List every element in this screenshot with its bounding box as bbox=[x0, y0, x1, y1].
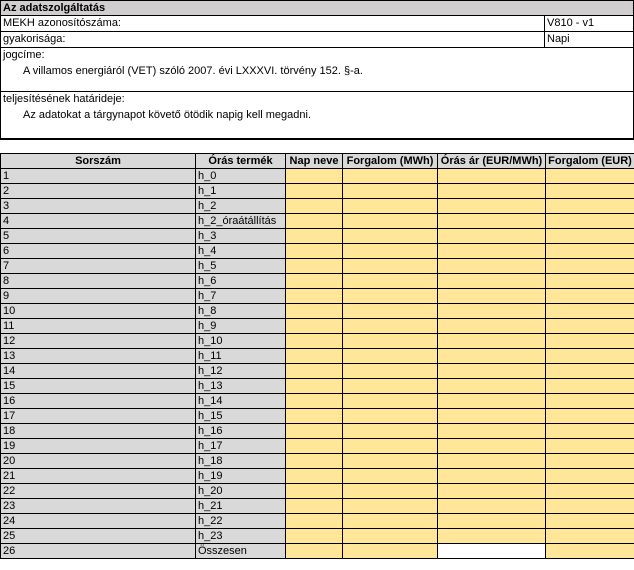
row-number-cell: 3 bbox=[1, 199, 196, 214]
volume-eur-input-cell[interactable] bbox=[546, 469, 634, 484]
volume-eur-input-cell[interactable] bbox=[546, 289, 634, 304]
hourly-product-cell: h_6 bbox=[196, 274, 286, 289]
volume-mwh-input-cell[interactable] bbox=[343, 364, 438, 379]
table-row bbox=[1, 454, 634, 469]
table-row bbox=[1, 184, 634, 199]
row-number-cell: 12 bbox=[1, 334, 196, 349]
volume-eur-input-cell[interactable] bbox=[546, 244, 634, 259]
hourly-price-input-cell[interactable] bbox=[438, 259, 546, 274]
hourly-price-input-cell[interactable] bbox=[438, 244, 546, 259]
day-name-input-cell[interactable] bbox=[286, 439, 343, 454]
volume-mwh-input-cell[interactable] bbox=[343, 394, 438, 409]
volume-eur-input-cell[interactable] bbox=[546, 499, 634, 514]
row-number-cell: 8 bbox=[1, 274, 196, 289]
hourly-product-cell: h_2 bbox=[196, 199, 286, 214]
hourly-product-cell: h_16 bbox=[196, 424, 286, 439]
volume-eur-input-cell[interactable] bbox=[546, 544, 634, 559]
table-row bbox=[1, 409, 634, 424]
hourly-price-input-cell[interactable] bbox=[438, 439, 546, 454]
volume-mwh-input-cell[interactable] bbox=[343, 169, 438, 184]
row-number-cell: 1 bbox=[1, 169, 196, 184]
hourly-price-input-cell[interactable] bbox=[438, 514, 546, 529]
table-row bbox=[1, 229, 634, 244]
info-row-hatarido bbox=[1, 92, 633, 138]
row-number-cell: 18 bbox=[1, 424, 196, 439]
row-number-cell: 2 bbox=[1, 184, 196, 199]
col-header-nap-neve: Nap neve bbox=[286, 154, 343, 169]
hatarido-label: teljesítésének határideje: bbox=[3, 93, 125, 105]
jogcime-label: jogcíme: bbox=[3, 49, 45, 61]
volume-mwh-input-cell[interactable] bbox=[343, 244, 438, 259]
row-number-cell: 23 bbox=[1, 499, 196, 514]
volume-mwh-input-cell[interactable] bbox=[343, 349, 438, 364]
day-name-input-cell[interactable] bbox=[286, 514, 343, 529]
info-value[interactable]: Napi bbox=[547, 33, 570, 45]
table-row bbox=[1, 484, 634, 499]
hourly-product-cell: h_19 bbox=[196, 469, 286, 484]
volume-mwh-input-cell[interactable] bbox=[343, 289, 438, 304]
info-value[interactable]: V810 - v1 bbox=[547, 17, 595, 29]
volume-mwh-input-cell[interactable] bbox=[343, 184, 438, 199]
volume-eur-input-cell[interactable] bbox=[546, 349, 634, 364]
table-row bbox=[1, 199, 634, 214]
day-name-input-cell[interactable] bbox=[286, 409, 343, 424]
hatarido-text: Az adatokat a tárgynapot követő ötödik napig kell megadni. bbox=[23, 109, 312, 121]
info-section bbox=[0, 0, 634, 140]
col-header-forgalom-mwh: Forgalom (MWh) bbox=[343, 154, 438, 169]
day-name-input-cell[interactable] bbox=[286, 199, 343, 214]
hourly-product-cell: h_0 bbox=[196, 169, 286, 184]
day-name-input-cell[interactable] bbox=[286, 274, 343, 289]
hourly-product-cell: h_14 bbox=[196, 394, 286, 409]
volume-mwh-input-cell[interactable] bbox=[343, 484, 438, 499]
table-row bbox=[1, 259, 634, 274]
day-name-input-cell[interactable] bbox=[286, 484, 343, 499]
volume-mwh-input-cell[interactable] bbox=[343, 334, 438, 349]
volume-eur-input-cell[interactable] bbox=[546, 364, 634, 379]
volume-mwh-input-cell[interactable] bbox=[343, 214, 438, 229]
info-label: MEKH azonosítószáma: bbox=[1, 16, 545, 31]
row-number-cell: 24 bbox=[1, 514, 196, 529]
table-row bbox=[1, 214, 634, 229]
hourly-price-input-cell[interactable] bbox=[438, 409, 546, 424]
volume-mwh-input-cell[interactable] bbox=[343, 514, 438, 529]
volume-mwh-input-cell[interactable] bbox=[343, 199, 438, 214]
day-name-input-cell[interactable] bbox=[286, 319, 343, 334]
col-header-forgalom-eur: Forgalom (EUR) bbox=[546, 154, 634, 169]
table-row bbox=[1, 424, 634, 439]
day-name-input-cell[interactable] bbox=[286, 244, 343, 259]
row-number-cell: 21 bbox=[1, 469, 196, 484]
row-number-cell: 10 bbox=[1, 304, 196, 319]
hourly-price-input-cell[interactable] bbox=[438, 289, 546, 304]
volume-eur-input-cell[interactable] bbox=[546, 319, 634, 334]
hourly-price-input-cell[interactable] bbox=[438, 469, 546, 484]
table-row bbox=[1, 364, 634, 379]
hourly-product-cell: h_5 bbox=[196, 259, 286, 274]
table-row bbox=[1, 379, 634, 394]
table-row bbox=[1, 439, 634, 454]
volume-eur-input-cell[interactable] bbox=[546, 214, 634, 229]
info-row-gyakorisag bbox=[1, 32, 633, 48]
day-name-input-cell[interactable] bbox=[286, 184, 343, 199]
volume-mwh-input-cell[interactable] bbox=[343, 439, 438, 454]
day-name-input-cell[interactable] bbox=[286, 469, 343, 484]
hourly-price-input-cell bbox=[438, 544, 546, 559]
volume-eur-input-cell[interactable] bbox=[546, 424, 634, 439]
volume-mwh-input-cell[interactable] bbox=[343, 469, 438, 484]
volume-mwh-input-cell[interactable] bbox=[343, 274, 438, 289]
volume-eur-input-cell[interactable] bbox=[546, 409, 634, 424]
volume-mwh-input-cell[interactable] bbox=[343, 544, 438, 559]
hourly-price-input-cell[interactable] bbox=[438, 304, 546, 319]
volume-eur-input-cell[interactable] bbox=[546, 184, 634, 199]
row-number-cell: 22 bbox=[1, 484, 196, 499]
hourly-price-input-cell[interactable] bbox=[438, 319, 546, 334]
hourly-price-input-cell[interactable] bbox=[438, 214, 546, 229]
table-header-row bbox=[1, 154, 634, 169]
table-row bbox=[1, 274, 634, 289]
hourly-price-input-cell[interactable] bbox=[438, 274, 546, 289]
volume-eur-input-cell[interactable] bbox=[546, 229, 634, 244]
col-header-oras-ar: Órás ár (EUR/MWh) bbox=[438, 154, 546, 169]
volume-eur-input-cell[interactable] bbox=[546, 379, 634, 394]
volume-eur-input-cell[interactable] bbox=[546, 484, 634, 499]
col-header-sorszam: Sorszám bbox=[1, 154, 196, 169]
hourly-product-cell: h_4 bbox=[196, 244, 286, 259]
volume-eur-input-cell[interactable] bbox=[546, 304, 634, 319]
volume-eur-input-cell[interactable] bbox=[546, 514, 634, 529]
row-number-cell: 19 bbox=[1, 439, 196, 454]
jogcime-text: A villamos energiáról (VET) szóló 2007. évi LXXXVI. törvény 152. §-a. bbox=[23, 65, 363, 77]
day-name-input-cell[interactable] bbox=[286, 454, 343, 469]
hourly-price-input-cell[interactable] bbox=[438, 349, 546, 364]
hourly-product-cell: h_18 bbox=[196, 454, 286, 469]
hourly-product-cell: h_9 bbox=[196, 319, 286, 334]
row-number-cell: 14 bbox=[1, 364, 196, 379]
volume-mwh-input-cell[interactable] bbox=[343, 229, 438, 244]
table-row bbox=[1, 514, 634, 529]
day-name-input-cell[interactable] bbox=[286, 229, 343, 244]
volume-mwh-input-cell[interactable] bbox=[343, 424, 438, 439]
row-number-cell: 11 bbox=[1, 319, 196, 334]
hourly-price-input-cell[interactable] bbox=[438, 424, 546, 439]
hourly-price-input-cell[interactable] bbox=[438, 229, 546, 244]
row-number-cell: 13 bbox=[1, 349, 196, 364]
volume-eur-input-cell[interactable] bbox=[546, 394, 634, 409]
row-number-cell: 7 bbox=[1, 259, 196, 274]
hourly-product-cell: h_17 bbox=[196, 439, 286, 454]
hourly-product-cell: h_20 bbox=[196, 484, 286, 499]
day-name-input-cell[interactable] bbox=[286, 544, 343, 559]
info-row-jogcime bbox=[1, 48, 633, 92]
table-body bbox=[1, 169, 634, 559]
volume-eur-input-cell[interactable] bbox=[546, 199, 634, 214]
day-name-input-cell[interactable] bbox=[286, 334, 343, 349]
table-row bbox=[1, 289, 634, 304]
info-row-azonosito bbox=[1, 16, 633, 32]
row-number-cell: 6 bbox=[1, 244, 196, 259]
hourly-product-cell: h_3 bbox=[196, 229, 286, 244]
day-name-input-cell[interactable] bbox=[286, 364, 343, 379]
hourly-product-cell: h_8 bbox=[196, 304, 286, 319]
hourly-price-input-cell[interactable] bbox=[438, 499, 546, 514]
day-name-input-cell[interactable] bbox=[286, 289, 343, 304]
volume-mwh-input-cell[interactable] bbox=[343, 259, 438, 274]
hourly-product-cell: h_2_óraátállítás bbox=[196, 214, 286, 229]
volume-mwh-input-cell[interactable] bbox=[343, 454, 438, 469]
hourly-price-input-cell[interactable] bbox=[438, 184, 546, 199]
day-name-input-cell[interactable] bbox=[286, 259, 343, 274]
table-row bbox=[1, 169, 634, 184]
info-label: gyakorisága: bbox=[1, 32, 545, 47]
day-name-input-cell[interactable] bbox=[286, 424, 343, 439]
volume-mwh-input-cell[interactable] bbox=[343, 499, 438, 514]
volume-eur-input-cell[interactable] bbox=[546, 529, 634, 544]
hourly-product-cell: h_11 bbox=[196, 349, 286, 364]
volume-mwh-input-cell[interactable] bbox=[343, 379, 438, 394]
hourly-price-input-cell[interactable] bbox=[438, 529, 546, 544]
table-row bbox=[1, 334, 634, 349]
row-number-cell: 16 bbox=[1, 394, 196, 409]
hourly-product-cell: h_1 bbox=[196, 184, 286, 199]
table-row bbox=[1, 319, 634, 334]
table-row bbox=[1, 304, 634, 319]
day-name-input-cell[interactable] bbox=[286, 394, 343, 409]
hourly-product-cell: h_10 bbox=[196, 334, 286, 349]
volume-eur-input-cell[interactable] bbox=[546, 169, 634, 184]
row-number-cell: 26 bbox=[1, 544, 196, 559]
day-name-input-cell[interactable] bbox=[286, 214, 343, 229]
table-row bbox=[1, 529, 634, 544]
table-row bbox=[1, 244, 634, 259]
hourly-price-input-cell[interactable] bbox=[438, 454, 546, 469]
volume-mwh-input-cell[interactable] bbox=[343, 319, 438, 334]
table-row bbox=[1, 499, 634, 514]
hourly-data-table bbox=[0, 153, 634, 559]
day-name-input-cell[interactable] bbox=[286, 379, 343, 394]
hourly-product-cell: h_21 bbox=[196, 499, 286, 514]
volume-mwh-input-cell[interactable] bbox=[343, 409, 438, 424]
day-name-input-cell[interactable] bbox=[286, 169, 343, 184]
volume-eur-input-cell[interactable] bbox=[546, 439, 634, 454]
volume-eur-input-cell[interactable] bbox=[546, 334, 634, 349]
table-row bbox=[1, 349, 634, 364]
row-number-cell: 17 bbox=[1, 409, 196, 424]
day-name-input-cell[interactable] bbox=[286, 349, 343, 364]
day-name-input-cell[interactable] bbox=[286, 304, 343, 319]
section-title: Az adatszolgáltatás bbox=[1, 1, 633, 16]
volume-eur-input-cell[interactable] bbox=[546, 274, 634, 289]
day-name-input-cell[interactable] bbox=[286, 499, 343, 514]
row-number-cell: 20 bbox=[1, 454, 196, 469]
hourly-product-cell: h_15 bbox=[196, 409, 286, 424]
hourly-product-cell: Összesen bbox=[196, 544, 286, 559]
hourly-price-input-cell[interactable] bbox=[438, 379, 546, 394]
hourly-price-input-cell[interactable] bbox=[438, 169, 546, 184]
volume-mwh-input-cell[interactable] bbox=[343, 529, 438, 544]
hourly-product-cell: h_7 bbox=[196, 289, 286, 304]
hourly-product-cell: h_12 bbox=[196, 364, 286, 379]
volume-mwh-input-cell[interactable] bbox=[343, 304, 438, 319]
row-number-cell: 25 bbox=[1, 529, 196, 544]
hourly-price-input-cell[interactable] bbox=[438, 334, 546, 349]
row-number-cell: 9 bbox=[1, 289, 196, 304]
hourly-product-cell: h_22 bbox=[196, 514, 286, 529]
hourly-price-input-cell[interactable] bbox=[438, 394, 546, 409]
row-number-cell: 4 bbox=[1, 214, 196, 229]
volume-eur-input-cell[interactable] bbox=[546, 454, 634, 469]
row-number-cell: 5 bbox=[1, 229, 196, 244]
row-number-cell: 15 bbox=[1, 379, 196, 394]
table-row bbox=[1, 544, 634, 559]
hourly-price-input-cell[interactable] bbox=[438, 199, 546, 214]
hourly-product-cell: h_23 bbox=[196, 529, 286, 544]
hourly-price-input-cell[interactable] bbox=[438, 364, 546, 379]
hourly-price-input-cell[interactable] bbox=[438, 484, 546, 499]
hourly-product-cell: h_13 bbox=[196, 379, 286, 394]
volume-eur-input-cell[interactable] bbox=[546, 259, 634, 274]
day-name-input-cell[interactable] bbox=[286, 529, 343, 544]
table-row bbox=[1, 469, 634, 484]
table-row bbox=[1, 394, 634, 409]
col-header-oras-termek: Órás termék bbox=[196, 154, 286, 169]
